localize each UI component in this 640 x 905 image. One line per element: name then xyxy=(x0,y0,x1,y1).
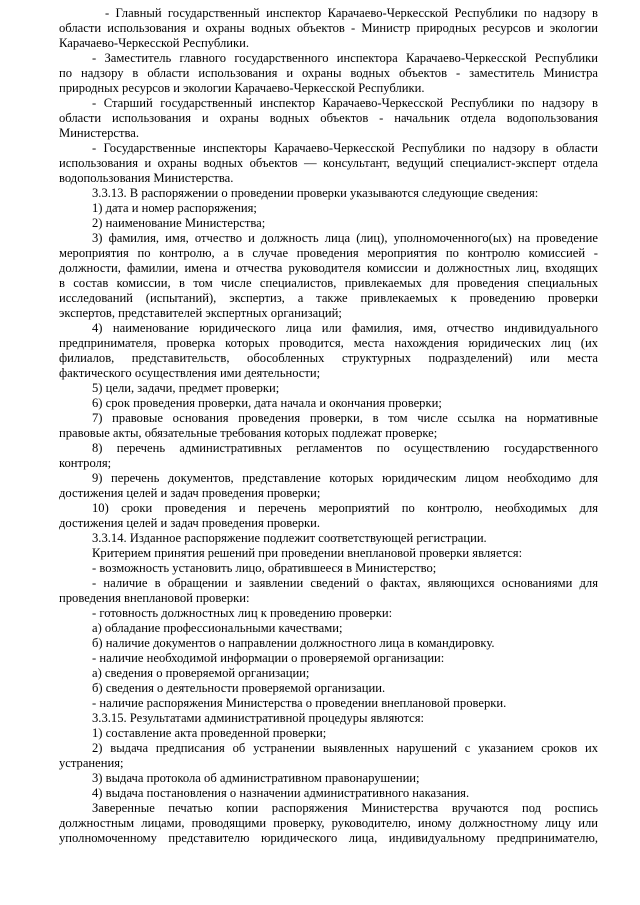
text-line: уполномоченному представителю юридического лица, индивидуальному предпринимателю, xyxy=(59,831,598,845)
text-line: правовые акты, обязательные требования которых подлежат проверке; xyxy=(59,426,438,440)
text-line: - Главный государственный инспектор Карачаево-Черкесской Республики по надзору в xyxy=(105,6,598,20)
text-line: мероприятия по контролю, а в случае проведения мероприятия по контролю комиссией - xyxy=(59,246,598,260)
text-line: 3) выдача протокола об административном правонарушении; xyxy=(92,771,420,785)
text-line: - Государственные инспекторы Карачаево-Черкесской Республики по надзору в области xyxy=(92,141,598,155)
text-line: - наличие распоряжения Министерства о проведении внеплановой проверки. xyxy=(92,696,507,710)
text-line: 3.3.15. Результатами административной процедуры являются: xyxy=(92,711,425,725)
text-line: 6) срок проведения проверки, дата начала и окончания проверки; xyxy=(92,396,442,410)
text-line: 4) наименование юридического лица или фамилия, имя, отчество индивидуального xyxy=(92,321,598,335)
text-line: Министерства. xyxy=(59,126,140,140)
text-line: - наличие в обращении и заявлении сведений о фактах, являющихся основаниями для xyxy=(92,576,598,590)
text-line: должностным лицами, проводящими проверку, руководителю, иному должностному лицу или xyxy=(59,816,598,830)
text-line: достижения целей и задач проведения проверки. xyxy=(59,516,321,530)
text-line: экспертов, представителей экспертных организаций; xyxy=(59,306,342,320)
text-line: Карачаево-Черкесской Республики. xyxy=(59,36,250,50)
text-line: филиалов, представительств, обособленных структурных подразделений) или места xyxy=(59,351,598,365)
text-line: - наличие необходимой информации о проверяемой организации: xyxy=(92,651,445,665)
text-line: а) обладание профессиональными качествами; xyxy=(92,621,343,635)
text-line: 1) составление акта проведенной проверки; xyxy=(92,726,327,740)
text-line: достижения целей и задач проведения проверки; xyxy=(59,486,321,500)
text-line: 2) выдача предписания об устранении выявленных нарушений с указанием сроков их xyxy=(92,741,598,755)
text-line: использования и охраны водных объектов — консультант, ведущий специалист-эксперт отдела xyxy=(59,156,598,170)
text-line: водопользования Министерства. xyxy=(59,171,234,185)
text-line: - Старший государственный инспектор Карачаево-Черкесской Республики по надзору в xyxy=(92,96,598,110)
text-line: а) сведения о проверяемой организации; xyxy=(92,666,310,680)
text-line: 5) цели, задачи, предмет проверки; xyxy=(92,381,280,395)
text-line: Заверенные печатью копии распоряжения Министерства вручаются под роспись xyxy=(92,801,598,815)
text-line: - возможность установить лицо, обратившееся в Министерство; xyxy=(92,561,437,575)
text-line: исследований (испытаний), экспертиз, а также привлекаемых к проведению проверки xyxy=(59,291,598,305)
text-line: б) сведения о деятельности проверяемой организации. xyxy=(92,681,386,695)
text-line: контроля; xyxy=(59,456,112,470)
text-line: должности, фамилии, имена и отчества руководителя комиссии и должностных лиц, входящих xyxy=(59,261,598,275)
text-line: 8) перечень административных регламентов по осуществлению государственного xyxy=(92,441,598,455)
text-line: 2) наименование Министерства; xyxy=(92,216,266,230)
text-line: - Заместитель главного государственного инспектора Карачаево-Черкесской Республики xyxy=(92,51,598,65)
text-line: - готовность должностных лиц к проведению проверки: xyxy=(92,606,393,620)
text-line: в состав комиссии, в том числе специалистов, привлекаемых для проведения специальных xyxy=(59,276,598,290)
text-line: области использования и охраны водных объектов - Министр природных ресурсов и экологии xyxy=(59,21,598,35)
text-line: фактического осуществления ими деятельности; xyxy=(59,366,321,380)
text-line: 4) выдача постановления о назначении административного наказания. xyxy=(92,786,470,800)
text-line: 3) фамилия, имя, отчество и должность лица (лиц), уполномоченного(ых) на проведение xyxy=(92,231,598,245)
text-line: проведения внеплановой проверки: xyxy=(59,591,250,605)
text-line: 3.3.13. В распоряжении о проведении проверки указываются следующие сведения: xyxy=(92,186,539,200)
text-line: устранения; xyxy=(59,756,124,770)
text-line: 1) дата и номер распоряжения; xyxy=(92,201,257,215)
text-line: 3.3.14. Изданное распоряжение подлежит соответствующей регистрации. xyxy=(92,531,487,545)
text-line: Критерием принятия решений при проведении внеплановой проверки является: xyxy=(92,546,523,560)
text-line: б) наличие документов о направлении должностного лица в командировку. xyxy=(92,636,495,650)
text-line: области использования и охраны водных объектов - начальник отдела водопользования xyxy=(59,111,598,125)
text-line: по надзору в области использования и охраны водных объектов - заместитель Министра xyxy=(59,66,598,80)
text-line: природных ресурсов и экологии Карачаево-Черкесской Республики. xyxy=(59,81,425,95)
text-line: 7) правовые основания проведения проверки, в том числе ссылка на нормативные xyxy=(92,411,598,425)
text-line: предпринимателя, проверка которых проводится, места нахождения юридических лиц (их xyxy=(59,336,598,350)
text-line: 9) перечень документов, представление которых юридическим лицом необходимо для xyxy=(92,471,598,485)
text-line: 10) сроки проведения и перечень мероприятий по контролю, необходимых для xyxy=(92,501,598,515)
